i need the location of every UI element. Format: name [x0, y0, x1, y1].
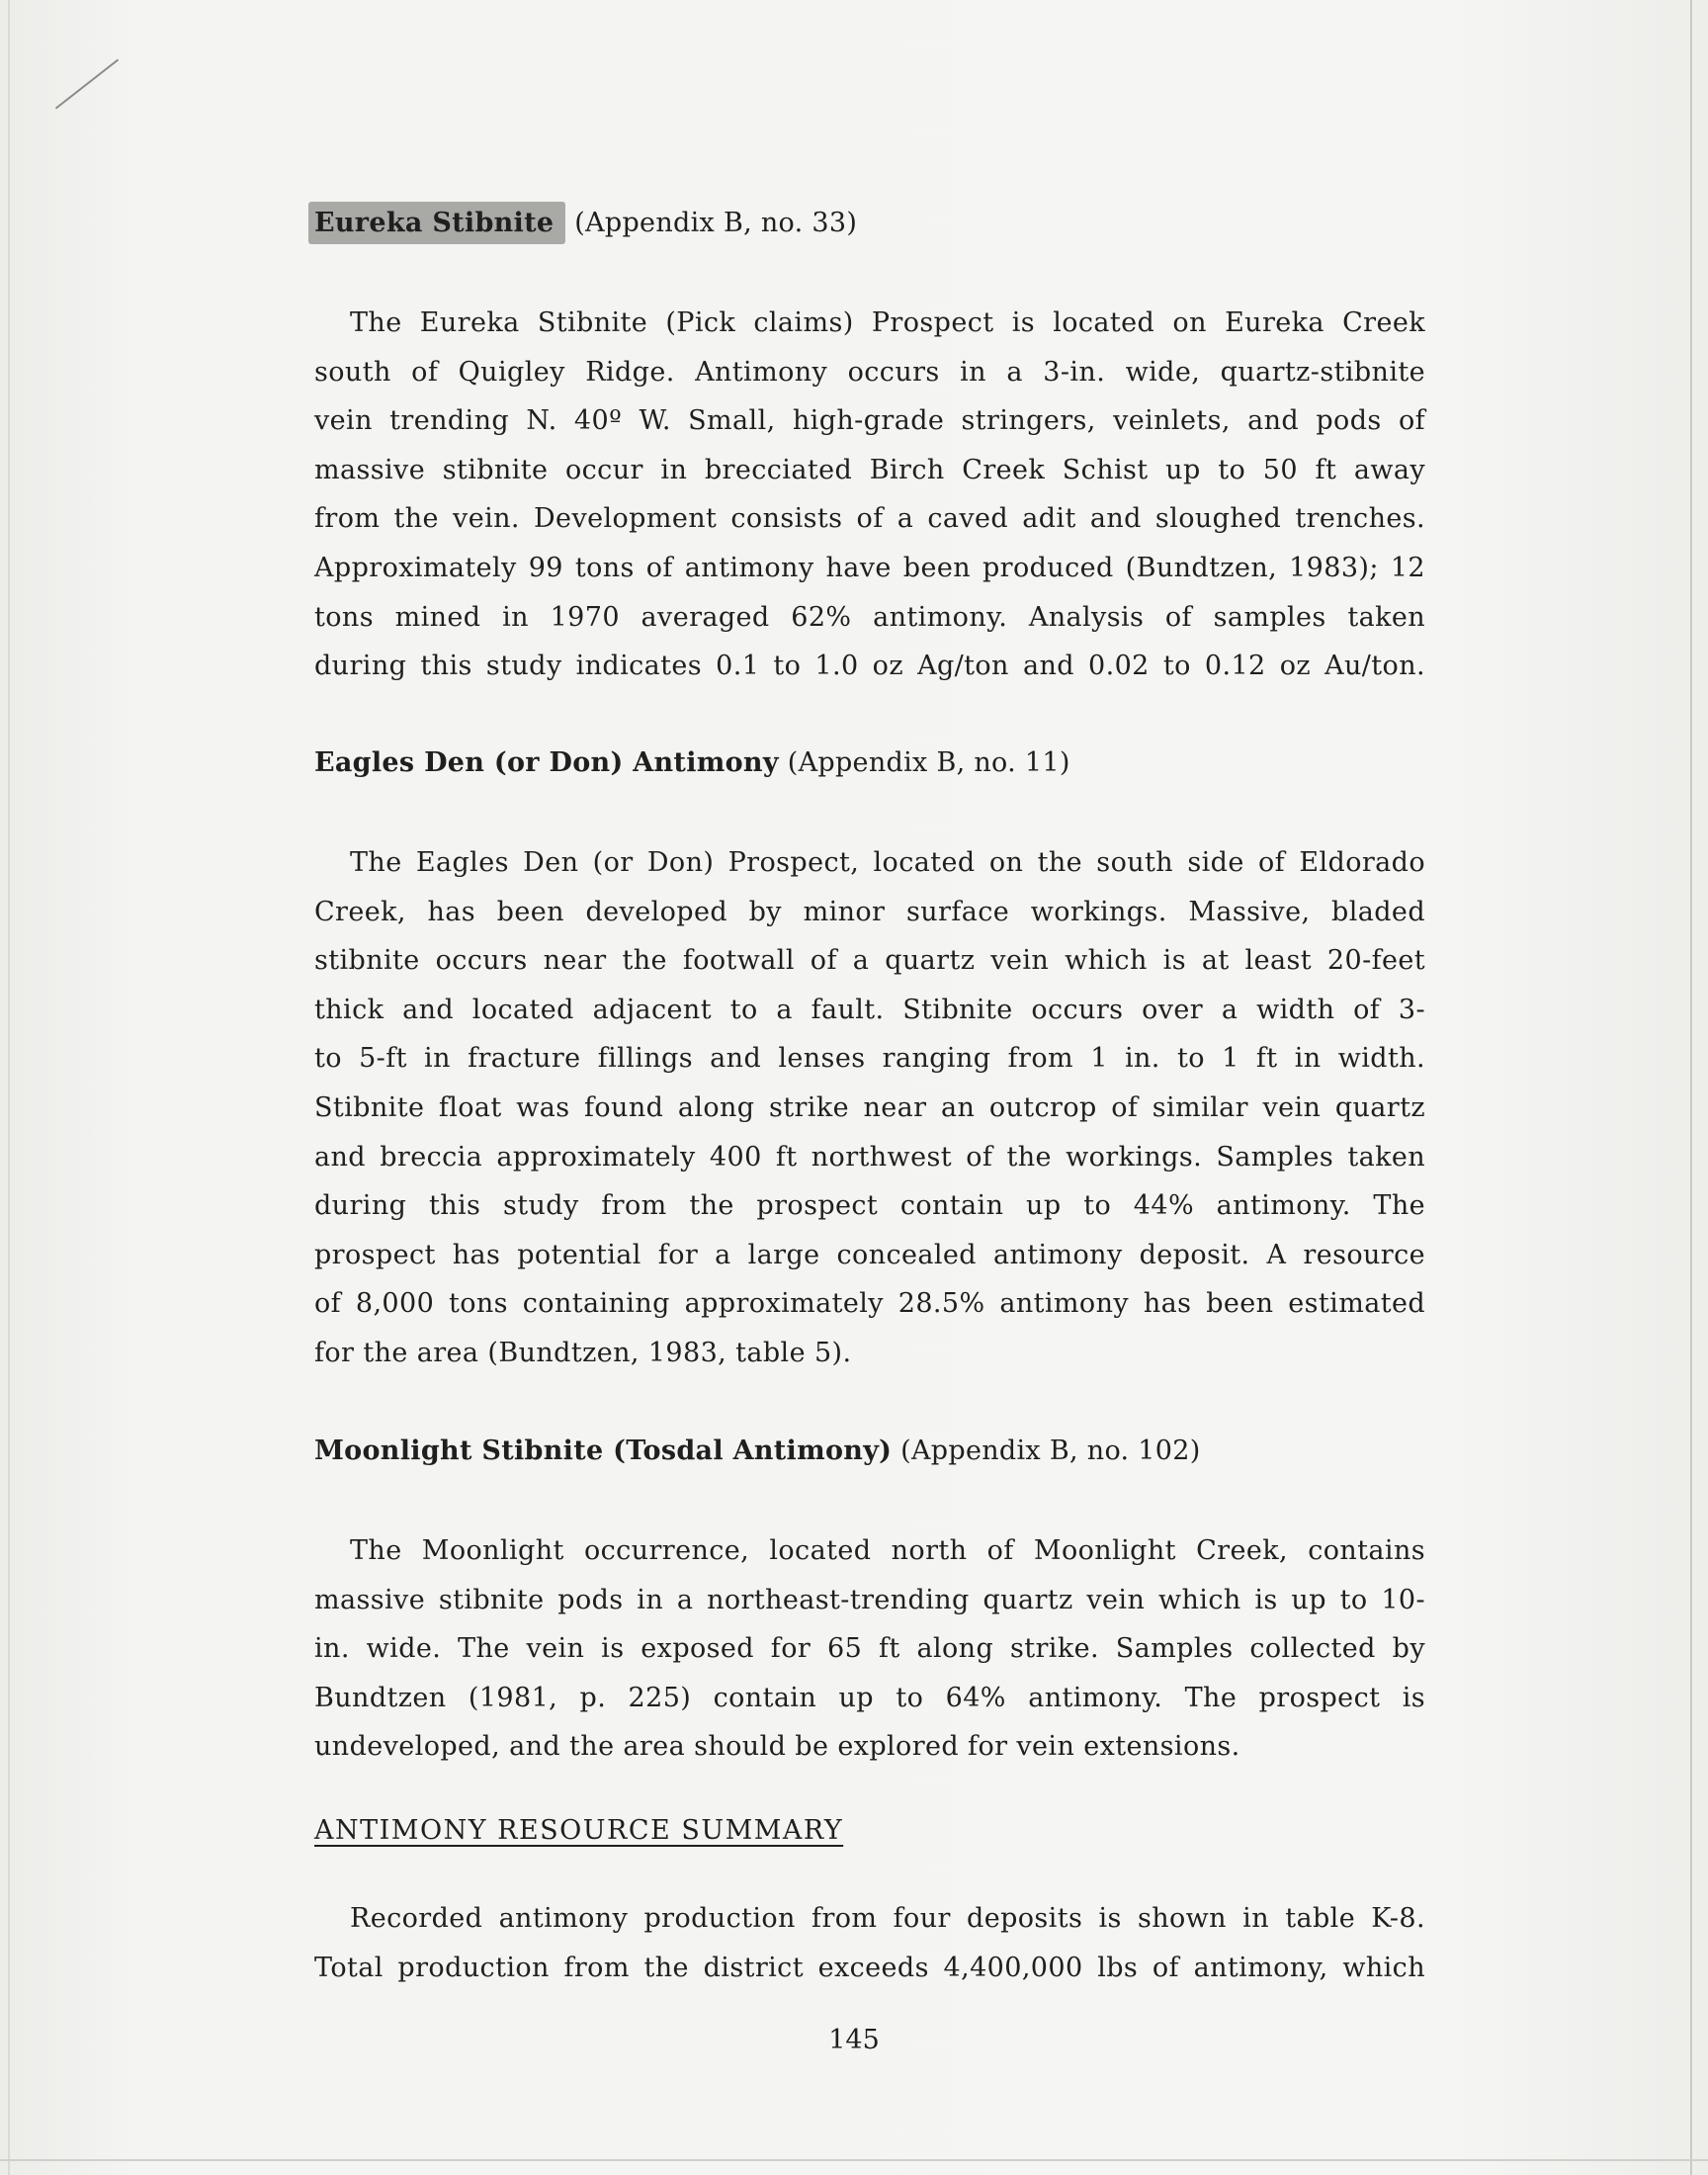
- paragraph-line: to 5-ft in fracture fillings and lenses ranging from 1 in. to 1 ft in width.: [314, 1043, 1425, 1075]
- section-heading-ref: (Appendix B, no. 11): [778, 747, 1070, 778]
- paragraph-line: stibnite occurs near the footwall of a quartz vein which is at least 20-feet: [314, 945, 1425, 977]
- paragraph-line: Stibnite float was found along strike near an outcrop of similar vein quartz: [314, 1091, 1425, 1123]
- section-moonlight-paragraph: [314, 1526, 1425, 1772]
- section-eureka-paragraph: [314, 299, 1425, 691]
- paragraph-line: thick and located adjacent to a fault. Stibnite occurs over a width of 3-: [314, 994, 1425, 1025]
- section-heading-ref: (Appendix B, no. 102): [892, 1436, 1201, 1466]
- section-eagles-den-paragraph: [314, 838, 1425, 1378]
- section-heading-name: Eureka Stibnite: [308, 202, 565, 244]
- paragraph-line: and breccia approximately 400 ft northwest of the workings. Samples taken: [314, 1141, 1425, 1173]
- page-edge-left: [8, 0, 10, 2175]
- paragraph-line: during this study from the prospect contain up to 44% antimony. The: [314, 1190, 1425, 1222]
- section-heading: [314, 204, 1425, 243]
- paragraph-line: Recorded antimony production from four deposits is shown in table K-8.: [350, 1903, 1425, 1934]
- paragraph-line: in. wide. The vein is exposed for 65 ft along strike. Samples collected by: [314, 1633, 1425, 1665]
- paragraph-line: prospect has potential for a large concealed antimony deposit. A resource: [314, 1239, 1425, 1270]
- paragraph-line: Approximately 99 tons of antimony have been produced (Bundtzen, 1983); 12: [314, 552, 1425, 583]
- paragraph-line: tons mined in 1970 averaged 62% antimony. Analysis of samples taken: [314, 601, 1425, 633]
- paragraph-line: vein trending N. 40º W. Small, high-grade stringers, veinlets, and pods of: [314, 405, 1425, 437]
- paragraph-line: south of Quigley Ridge. Antimony occurs in a 3-in. wide, quartz-stibnite: [314, 356, 1425, 388]
- summary-heading-block: [314, 1811, 1425, 1851]
- section-eagles-den-heading: [314, 743, 1425, 783]
- paragraph-line: massive stibnite occur in brecciated Birch Creek Schist up to 50 ft away: [314, 454, 1425, 485]
- paragraph-line: massive stibnite pods in a northeast-trending quartz vein which is up to 10-: [314, 1584, 1425, 1615]
- paragraph-line: The Moonlight occurrence, located north of Moonlight Creek, contains: [350, 1535, 1425, 1566]
- paragraph-line: of 8,000 tons containing approximately 28.5% antimony has been estimated: [314, 1288, 1425, 1320]
- paragraph-line: from the vein. Development consists of a caved adit and sloughed trenches.: [314, 503, 1425, 535]
- summary-title: ANTIMONY RESOURCE SUMMARY: [314, 1815, 844, 1846]
- page-number: 145: [828, 2025, 880, 2055]
- section-heading: [314, 743, 1425, 783]
- paragraph-line: The Eureka Stibnite (Pick claims) Prospect is located on Eureka Creek: [350, 307, 1425, 338]
- section-heading: [314, 1432, 1425, 1471]
- page-edge-bottom: [0, 2159, 1708, 2161]
- summary-paragraph: [314, 1894, 1425, 1992]
- section-heading-name: Moonlight Stibnite (Tosdal Antimony): [314, 1436, 893, 1466]
- paragraph-line: Total production from the district exceeds 4,400,000 lbs of antimony, which: [314, 1952, 1425, 1983]
- scan-mark: [55, 59, 119, 110]
- paragraph-line: The Eagles Den (or Don) Prospect, located on the south side of Eldorado: [350, 847, 1425, 878]
- paragraph-line: during this study indicates 0.1 to 1.0 oz Ag/ton and 0.02 to 0.12 oz Au/ton.: [314, 651, 1425, 682]
- paragraph-line: Creek, has been developed by minor surface workings. Massive, bladed: [314, 896, 1425, 927]
- paragraph-line: undeveloped, and the area should be explored for vein extensions.: [314, 1731, 1240, 1763]
- page-edge-right: [1690, 0, 1692, 2175]
- paragraph-line: Bundtzen (1981, p. 225) contain up to 64% antimony. The prospect is: [314, 1682, 1425, 1713]
- section-heading-name: Eagles Den (or Don) Antimony: [314, 747, 779, 778]
- section-moonlight-heading: [314, 1432, 1425, 1471]
- paragraph-line: for the area (Bundtzen, 1983, table 5).: [314, 1337, 852, 1368]
- section-heading-ref: (Appendix B, no. 33): [565, 208, 858, 238]
- section-eureka-heading: [314, 204, 1425, 243]
